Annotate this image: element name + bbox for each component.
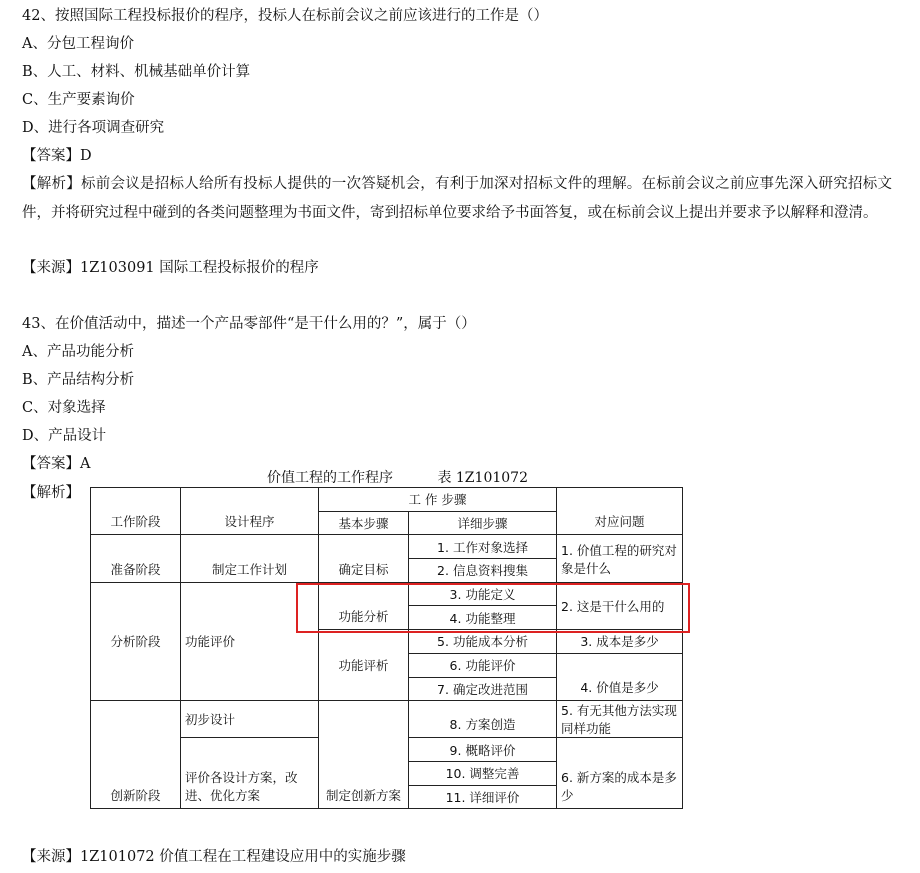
- design-initial: 初步设计: [181, 701, 319, 738]
- value-engineering-table: [90, 487, 683, 809]
- q42-option-d: D、进行各项调查研究: [22, 120, 165, 136]
- detail-10: 10. 调整完善: [409, 761, 557, 785]
- header-steps-group: 工 作 步骤: [319, 488, 557, 512]
- table-title: [267, 467, 568, 487]
- q43-option-b: B、产品结构分析: [22, 372, 135, 388]
- basic-func-analysis: 功能分析: [319, 582, 409, 629]
- detail-11: 11. 详细评价: [409, 785, 557, 809]
- header-question: 对应问题: [557, 488, 683, 535]
- detail-6: 6. 功能评价: [409, 653, 557, 677]
- q42-source: 【来源】1Z103091 国际工程投标报价的程序: [22, 260, 319, 276]
- q42-option-a: A、分包工程询价: [22, 36, 134, 52]
- question-1: 1. 价值工程的研究对象是什么: [557, 535, 683, 582]
- design-plan: 制定工作计划: [181, 535, 319, 582]
- q43-analysis-label: 【解析】: [22, 485, 80, 501]
- question-3: 3. 成本是多少: [557, 630, 683, 654]
- detail-3: 3. 功能定义: [409, 582, 557, 606]
- detail-4: 4. 功能整理: [409, 606, 557, 630]
- stage-analysis: 分析阶段: [91, 582, 181, 700]
- table-number: 表 1Z101072: [437, 470, 528, 486]
- q43-option-a: A、产品功能分析: [22, 344, 134, 360]
- q42-answer: 【答案】D: [22, 148, 92, 164]
- header-basic: 基本步骤: [319, 511, 409, 535]
- table-title-text: 价值工程的工作程序: [267, 470, 393, 486]
- q42-option-b: B、人工、材料、机械基础单价计算: [22, 64, 251, 80]
- q43-answer: 【答案】A: [22, 456, 91, 472]
- design-eval-opt: 评价各设计方案，改进、优化方案: [181, 738, 319, 809]
- header-detail: 详细步骤: [409, 511, 557, 535]
- q42-analysis: 【解析】标前会议是招标人给所有投标人提供的一次答疑机会，有利于加深对招标文件的理解。在标前会议之前应事先深入研究招标文件，并将研究过程中碰到的各类问题整理为书面文件，寄到招标单位要求给予书面答复，或在标前会议上提出并要求予以解释和澄清。: [22, 176, 892, 221]
- q43-question: 43、在价值活动中，描述一个产品零部件“是干什么用的？”，属于（）: [22, 316, 476, 332]
- detail-8: 8. 方案创造: [409, 701, 557, 738]
- stage-prep: 准备阶段: [91, 535, 181, 582]
- q43-option-c: C、对象选择: [22, 400, 106, 416]
- q43-source: 【来源】1Z101072 价值工程在工程建设应用中的实施步骤: [22, 849, 406, 865]
- header-design: 设计程序: [181, 488, 319, 535]
- basic-innov-plan: 制定创新方案: [319, 701, 409, 809]
- question-5: 5. 有无其他方法实现同样功能: [557, 701, 683, 738]
- question-6: 6. 新方案的成本是多少: [557, 738, 683, 809]
- q43-option-d: D、产品设计: [22, 428, 107, 444]
- detail-5: 5. 功能成本分析: [409, 630, 557, 654]
- basic-func-eval: 功能评析: [319, 630, 409, 701]
- question-2: 2. 这是干什么用的: [557, 582, 683, 629]
- detail-2: 2. 信息资料搜集: [409, 559, 557, 583]
- design-func-eval: 功能评价: [181, 582, 319, 700]
- basic-goal: 确定目标: [319, 535, 409, 582]
- header-stage: 工作阶段: [91, 488, 181, 535]
- q42-option-c: C、生产要素询价: [22, 92, 135, 108]
- q42-question: 42、按照国际工程投标报价的程序，投标人在标前会议之前应该进行的工作是（）: [22, 8, 548, 24]
- detail-1: 1. 工作对象选择: [409, 535, 557, 559]
- detail-7: 7. 确定改进范围: [409, 677, 557, 701]
- question-4: 4. 价值是多少: [557, 653, 683, 700]
- detail-9: 9. 概略评价: [409, 738, 557, 762]
- stage-innovation: 创新阶段: [91, 701, 181, 809]
